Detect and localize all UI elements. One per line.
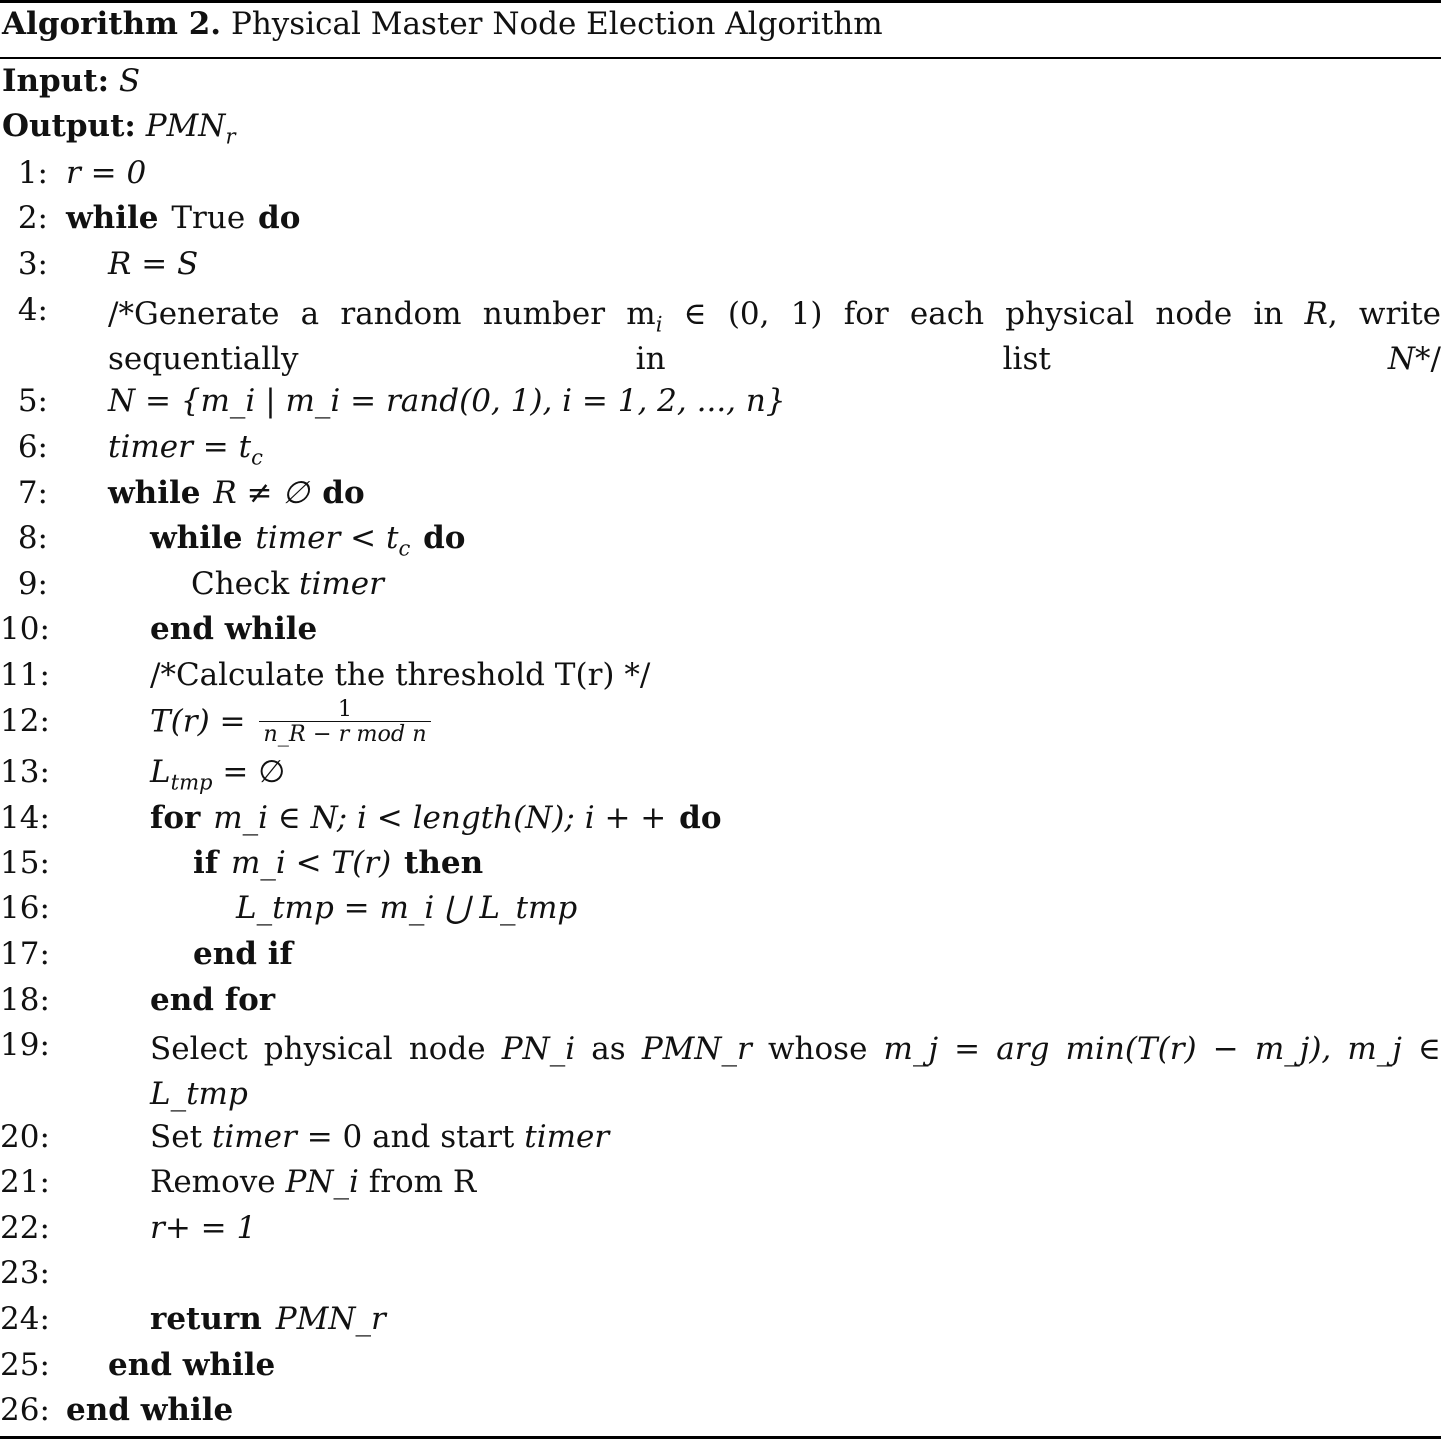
- keyword-for: for: [150, 800, 201, 836]
- top-rule: [0, 0, 1441, 3]
- keyword-if: if: [193, 845, 219, 881]
- fraction-numerator: 1: [259, 698, 430, 722]
- input-line: [2, 63, 140, 99]
- line-number: 3:: [17, 246, 48, 282]
- output-value-sub: r: [225, 123, 236, 149]
- line-number: 23:: [0, 1255, 50, 1291]
- line-number: 18:: [0, 982, 50, 1018]
- code-line-4: /*Generate a random number $m_i$ ∈ (0, 1) for each physical node in R, write sequentially in list N*/: [108, 296, 1441, 377]
- code-line-9: Check timer: [191, 566, 384, 602]
- return-value: PMN_r: [275, 1301, 386, 1337]
- line-number: 13:: [0, 754, 50, 790]
- condition: R ≠ ∅: [213, 475, 310, 511]
- code-line-22: [150, 1210, 256, 1246]
- code-line-1: [66, 155, 146, 191]
- keyword-while: while: [108, 475, 201, 511]
- keyword-then: then: [404, 845, 484, 881]
- statement: R = S: [108, 246, 199, 282]
- code-line-3: [108, 246, 198, 282]
- line-number: 1:: [17, 155, 48, 191]
- algorithm-title: Physical Master Node Election Algorithm: [230, 6, 883, 42]
- code-line-13: $L_{tmp}$ = ∅: [150, 754, 286, 795]
- code-line-11: [150, 657, 650, 693]
- keyword-end-while: end while: [150, 611, 318, 647]
- line-number: 19:: [0, 1027, 50, 1063]
- code-line-21: Remove PN_i from R: [150, 1164, 477, 1200]
- algorithm-label: Algorithm 2.: [2, 6, 222, 42]
- code-line-2: [66, 200, 303, 236]
- code-line-14: [150, 800, 725, 836]
- fraction: [259, 698, 430, 748]
- comment: /*Generate a random number m: [108, 296, 656, 332]
- code-line-6: timer = $t_c$: [108, 429, 263, 470]
- output-value: PMN: [145, 108, 226, 144]
- keyword-end-while: end while: [108, 1347, 276, 1383]
- code-line-24: [150, 1301, 386, 1337]
- caption-rule: [0, 57, 1441, 59]
- fraction-denominator: n_R − r mod n: [263, 721, 427, 748]
- code-line-17: [193, 936, 296, 972]
- code-line-5: [108, 383, 786, 419]
- keyword-do: do: [258, 200, 301, 236]
- keyword-do: do: [322, 475, 365, 511]
- code-line-18: [150, 982, 278, 1018]
- line-number: 12:: [0, 703, 50, 739]
- input-value: S: [118, 63, 141, 99]
- comment: /*Calculate the threshold T(r) */: [150, 657, 651, 693]
- line-number: 10:: [0, 611, 50, 647]
- line-number: 17:: [0, 936, 50, 972]
- line-number: 5:: [17, 383, 48, 419]
- code-line-26: [66, 1392, 236, 1428]
- line-number: 26:: [0, 1392, 50, 1428]
- keyword-return: return: [150, 1301, 262, 1337]
- line-number: 8:: [17, 520, 48, 556]
- keyword-do: do: [423, 520, 466, 556]
- line-number: 11:: [0, 657, 50, 693]
- keyword-end-while: end while: [66, 1392, 234, 1428]
- line-number: 16:: [0, 890, 50, 926]
- line-number: 14:: [0, 800, 50, 836]
- keyword-end-if: end if: [193, 936, 293, 972]
- line-number: 21:: [0, 1164, 50, 1200]
- line-number: 22:: [0, 1210, 50, 1246]
- code-line-12: T(r) = $\frac{1}{\text{n\_R − r mod n}}$: [150, 698, 431, 748]
- algorithm-caption: [2, 6, 883, 42]
- keyword-do: do: [679, 800, 722, 836]
- line-number: 4:: [17, 292, 48, 328]
- line-number: 15:: [0, 845, 50, 881]
- keyword-while: while: [66, 200, 159, 236]
- keyword-while: while: [150, 520, 243, 556]
- code-line-16: [236, 890, 577, 926]
- code-line-19: Select physical node PN_i as PMN_r whose m_j = arg min(T(r) − m_j), m_j ∈ L_tmp: [150, 1031, 1441, 1112]
- line-number: 6:: [17, 429, 48, 465]
- code-line-8: while timer < $t_c$ do: [150, 520, 466, 561]
- line-number: 7:: [17, 475, 48, 511]
- condition: m_i < T(r): [230, 845, 392, 881]
- code-line-25: [108, 1347, 278, 1383]
- line-number: 2:: [17, 200, 48, 236]
- line-number: 24:: [0, 1301, 50, 1337]
- code-line-15: [193, 845, 486, 881]
- statement: L_tmp = m_i ⋃ L_tmp: [236, 890, 578, 926]
- code-line-10: [150, 611, 320, 647]
- output-label: Output:: [2, 108, 136, 144]
- input-label: Input:: [2, 63, 110, 99]
- code-line-7: [108, 475, 368, 511]
- condition: m_i ∈ N; i < length(N); i + +: [213, 800, 667, 836]
- statement: r = 0: [66, 155, 147, 191]
- bottom-rule: [0, 1436, 1441, 1439]
- keyword-end-for: end for: [150, 982, 276, 1018]
- condition: True: [171, 200, 246, 236]
- line-number: 9:: [17, 566, 48, 602]
- line-number: 25:: [0, 1347, 50, 1383]
- output-line: [2, 108, 236, 149]
- code-line-20: Set timer = 0 and start timer: [150, 1119, 610, 1155]
- statement: N = {m_i | m_i = rand(0, 1), i = 1, 2, ..., n}: [108, 383, 786, 419]
- line-number: 20:: [0, 1119, 50, 1155]
- statement: r+ = 1: [150, 1210, 257, 1246]
